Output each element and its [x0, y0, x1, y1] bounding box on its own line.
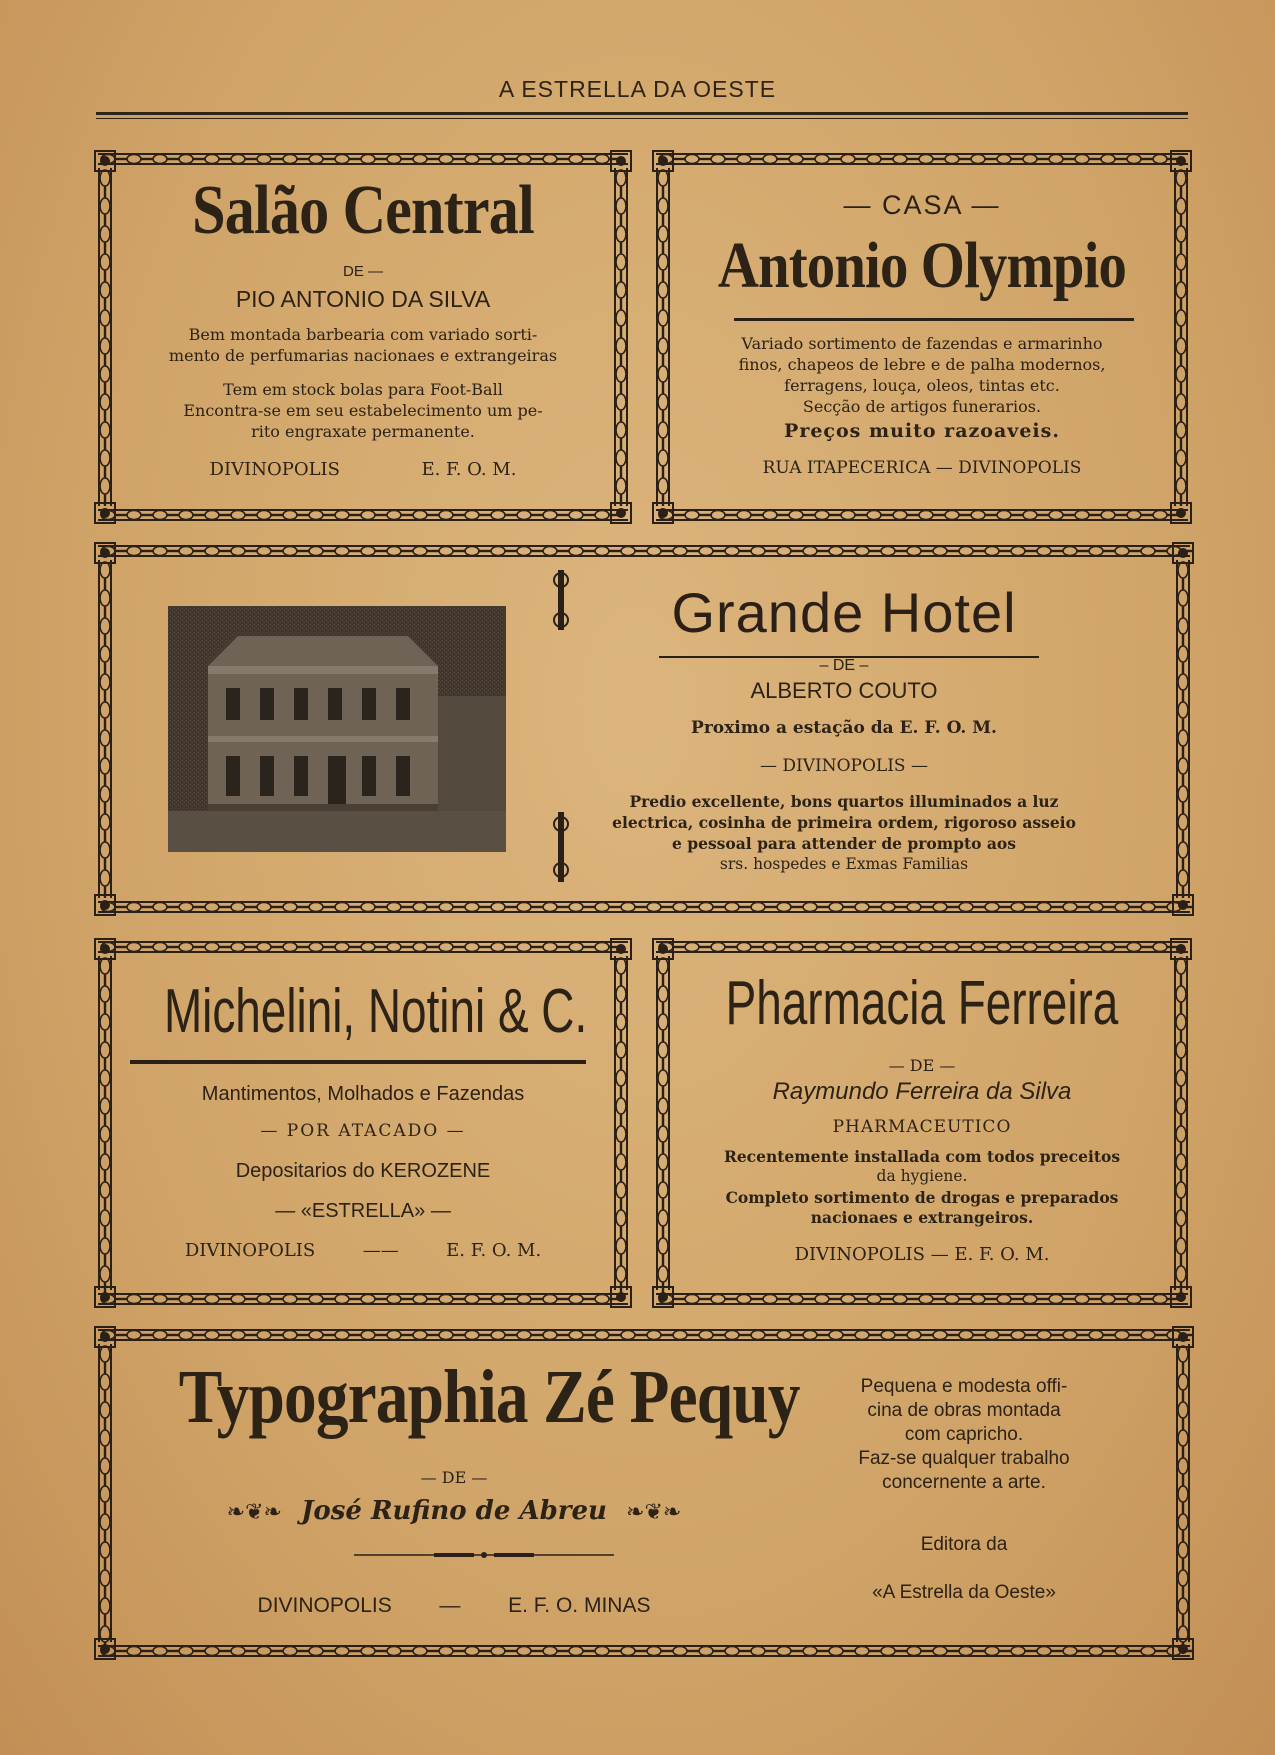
ad-title: Pharmacia Ferreira: [725, 969, 1119, 1038]
ad-title: Typographia Zé Pequy: [178, 1355, 800, 1439]
ad-title: Grande Hotel: [671, 581, 1017, 644]
ad-de: — DE —: [420, 1468, 488, 1487]
ad-desc-line-1: Bem montada barbearia com variado sorti-: [188, 325, 538, 344]
ad-de: — DE —: [888, 1056, 956, 1075]
ad-city: DIVINOPOLIS: [184, 1240, 316, 1261]
ad-desc-line-1: Predio excellente, bons quartos illuminados a luz: [629, 792, 1059, 811]
ad-brand: — «ESTRELLA» —: [275, 1200, 451, 1222]
ad-depot: Depositarios do KEROZENE: [235, 1160, 491, 1182]
ad-desc-line-2: da hygiene.: [876, 1167, 968, 1185]
ad-wholesale: — POR ATACADO —: [260, 1121, 466, 1141]
ad-sep: —: [439, 1594, 461, 1617]
ad-stock-line-3: rito engraxate permanente.: [251, 422, 475, 441]
ad-prices: Preços muito razoaveis.: [784, 420, 1060, 442]
ad-owner-line: [134, 1496, 774, 1526]
ad-typographia-ze-pequy: [94, 1326, 1194, 1660]
ad-owner: PIO ANTONIO DA SILVA: [235, 286, 491, 312]
ad-pharmacia-ferreira: [652, 938, 1192, 1308]
ad-de: – DE –: [819, 657, 869, 674]
ad-stock-line-2: Encontra-se em seu estabelecimento um pe-: [183, 401, 543, 420]
ad-desc-line-3: ferragens, louça, oleos, tintas etc.: [784, 376, 1060, 395]
ad-desc-line-3: Completo sortimento de drogas e preparados: [725, 1188, 1119, 1207]
ad-desc-line-2: electrica, cosinha de primeira ordem, rigoroso asseio: [612, 813, 1076, 832]
ad-desc-line-3: e pessoal para attender de prompto aos: [672, 834, 1016, 853]
ad-desc-line-1: Variado sortimento de fazendas e armarinho: [741, 334, 1103, 353]
fleuron-left: ❧❦❧: [226, 1500, 282, 1525]
title-rule: [130, 1060, 586, 1064]
ad-salao-central: [94, 150, 632, 524]
ad-title-pharmaceutico: PHARMACEUTICO: [832, 1117, 1012, 1137]
title-rule: [734, 318, 1134, 321]
ad-city: — DIVINOPOLIS —: [760, 756, 928, 776]
running-head: A ESTRELLA DA OESTE: [498, 76, 777, 102]
ad-casa: — CASA —: [843, 190, 1001, 220]
hotel-photo: [168, 606, 506, 852]
ad-footer: [94, 1240, 632, 1261]
ad-owner: Raymundo Ferreira da Silva: [772, 1078, 1072, 1105]
ad-desc-line-2: finos, chapeos de lebre e de palha modernos,: [738, 355, 1106, 374]
ad-sep: ——: [362, 1240, 399, 1261]
ad-desc-line-4: srs. hospedes e Exmas Familias: [719, 855, 969, 873]
ad-footer: [134, 1594, 774, 1618]
ad-de: DE —: [342, 263, 383, 280]
ad-city: DIVINOPOLIS: [257, 1594, 392, 1617]
ad-side-line-3: com capricho.: [904, 1424, 1024, 1445]
ad-side-line-1: Pequena e modesta offi-: [860, 1376, 1068, 1397]
header-rule-thin: [96, 118, 1188, 119]
ad-desc-line-1: Recentemente installada com todos preceitos: [723, 1147, 1121, 1166]
ad-grande-hotel: [94, 542, 1194, 916]
ad-title: Antonio Olympio: [717, 229, 1127, 302]
ad-side-line-2: cina de obras montada: [867, 1400, 1061, 1421]
ad-editora: Editora da: [920, 1534, 1008, 1555]
ad-footer: [94, 459, 632, 480]
ad-desc-line-4: Secção de artigos funerarios.: [802, 397, 1042, 416]
ad-title: Salão Central: [192, 172, 534, 249]
ad-rail: E. F. O. M.: [446, 1240, 542, 1261]
ad-rail: E. F. O. MINAS: [508, 1594, 651, 1617]
ad-title: Michelini, Notini & C.: [163, 977, 588, 1046]
ad-side-line-4: Faz-se qualquer trabalho: [858, 1448, 1070, 1469]
ad-rail: E. F. O. M.: [421, 459, 517, 480]
ad-side-line-5: concernente a arte.: [882, 1472, 1046, 1493]
ad-paper-name: «A Estrella da Oeste»: [872, 1582, 1056, 1603]
ad-antonio-olympio: [652, 150, 1192, 524]
header-rule: [96, 112, 1188, 115]
ad-city: DIVINOPOLIS: [209, 459, 340, 480]
ad-michelini-notini: [94, 938, 632, 1308]
ad-desc-line-2: mento de perfumarias nacionaes e extrangeiras: [168, 346, 558, 365]
ad-stock-line-1: Tem em stock bolas para Foot-Ball: [223, 380, 503, 399]
ad-owner: José Rufino de Abreu: [301, 1496, 607, 1526]
ad-address: DIVINOPOLIS — E. F. O. M.: [794, 1244, 1050, 1265]
owner-rule: [354, 1550, 614, 1560]
fleuron-right: ❧❦❧: [626, 1500, 682, 1525]
ad-owner: ALBERTO COUTO: [750, 678, 938, 703]
ad-goods: Mantimentos, Molhados e Fazendas: [201, 1083, 525, 1105]
ad-desc-line-4: nacionaes e extrangeiros.: [810, 1208, 1034, 1227]
ad-address: RUA ITAPECERICA — DIVINOPOLIS: [762, 458, 1082, 478]
ad-near: Proximo a estação da E. F. O. M.: [691, 718, 997, 738]
